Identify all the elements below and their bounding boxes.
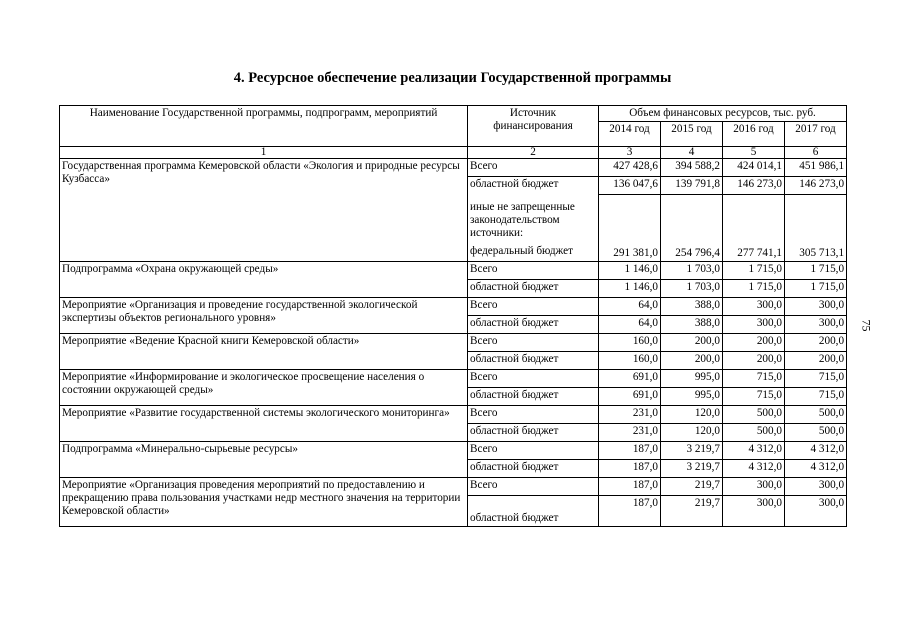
source-cell: областной бюджет [468, 387, 599, 405]
value-cell: 995,0 [661, 387, 723, 405]
value-cell: 200,0 [785, 333, 847, 351]
header-year: 2014 год [599, 122, 661, 147]
value-cell: 394 588,2 [661, 159, 723, 177]
value-cell: 4 312,0 [723, 441, 785, 459]
item-name: Мероприятие «Информирование и экологическое просвещение населения о состоянии окружающей среды» [60, 369, 468, 405]
value-cell: 1 715,0 [723, 261, 785, 279]
source-cell: иные не запрещенные законодательством источники: [468, 195, 599, 241]
header-year: 2016 год [723, 122, 785, 147]
value-cell: 451 986,1 [785, 159, 847, 177]
value-cell: 187,0 [599, 441, 661, 459]
value-cell: 231,0 [599, 423, 661, 441]
value-cell: 64,0 [599, 297, 661, 315]
column-number: 3 [599, 147, 661, 159]
value-cell: 1 703,0 [661, 279, 723, 297]
value-cell: 187,0 [599, 495, 661, 526]
value-cell: 500,0 [723, 405, 785, 423]
value-cell: 254 796,4 [661, 195, 723, 262]
value-cell: 219,7 [661, 495, 723, 526]
value-cell: 388,0 [661, 315, 723, 333]
value-cell: 300,0 [785, 297, 847, 315]
program-name: Государственная программа Кемеровской области «Экология и природные ресурсы Кузбасса» [60, 159, 468, 262]
value-cell: 187,0 [599, 459, 661, 477]
value-cell: 1 146,0 [599, 279, 661, 297]
value-cell: 200,0 [723, 351, 785, 369]
source-cell: областной бюджет [468, 459, 599, 477]
value-cell: 715,0 [723, 369, 785, 387]
value-cell: 995,0 [661, 369, 723, 387]
source-cell: областной бюджет [468, 177, 599, 195]
header-year: 2017 год [785, 122, 847, 147]
value-cell: 300,0 [723, 495, 785, 526]
column-number: 1 [60, 147, 468, 159]
item-name: Мероприятие «Развитие государственной системы экологического мониторинга» [60, 405, 468, 441]
source-cell: областной бюджет [468, 315, 599, 333]
value-cell: 300,0 [785, 495, 847, 526]
source-cell: Всего [468, 159, 599, 177]
value-cell: 715,0 [785, 369, 847, 387]
column-number: 6 [785, 147, 847, 159]
header-year: 2015 год [661, 122, 723, 147]
value-cell: 300,0 [785, 315, 847, 333]
value-cell: 136 047,6 [599, 177, 661, 195]
column-number: 2 [468, 147, 599, 159]
source-cell: областной бюджет [468, 351, 599, 369]
value-cell: 4 312,0 [785, 441, 847, 459]
page-number: 75 [859, 319, 874, 332]
source-cell: Всего [468, 297, 599, 315]
source-cell: Всего [468, 333, 599, 351]
value-cell: 388,0 [661, 297, 723, 315]
value-cell: 200,0 [723, 333, 785, 351]
value-cell: 120,0 [661, 423, 723, 441]
page-title: 4. Ресурсное обеспечение реализации Государственной программы [233, 70, 672, 86]
value-cell: 715,0 [785, 387, 847, 405]
value-cell: 160,0 [599, 351, 661, 369]
value-cell: 1 715,0 [723, 279, 785, 297]
value-cell: 146 273,0 [723, 177, 785, 195]
value-cell: 277 741,1 [723, 195, 785, 262]
resource-table [59, 105, 847, 527]
value-cell: 200,0 [661, 351, 723, 369]
value-cell: 305 713,1 [785, 195, 847, 262]
item-name: Мероприятие «Организация проведения мероприятий по предоставлению и прекращению права пользования участками недр местного значения на территории Кемеровской области» [60, 477, 468, 526]
value-cell: 300,0 [723, 297, 785, 315]
value-cell: 3 219,7 [661, 459, 723, 477]
value-cell: 4 312,0 [785, 459, 847, 477]
value-cell: 139 791,8 [661, 177, 723, 195]
source-cell: Всего [468, 477, 599, 495]
value-cell: 424 014,1 [723, 159, 785, 177]
value-cell: 64,0 [599, 315, 661, 333]
header-volume: Объем финансовых ресурсов, тыс. руб. [599, 106, 847, 122]
value-cell: 4 312,0 [723, 459, 785, 477]
value-cell: 291 381,0 [599, 195, 661, 262]
source-cell: Всего [468, 369, 599, 387]
value-cell: 1 715,0 [785, 261, 847, 279]
header-source: Источник финансирования [468, 106, 599, 147]
value-cell: 500,0 [723, 423, 785, 441]
source-cell: Всего [468, 405, 599, 423]
header-name: Наименование Государственной программы, подпрограмм, мероприятий [60, 106, 468, 147]
item-name: Мероприятие «Организация и проведение государственной экологической экспертизы объектов регионального уровня» [60, 297, 468, 333]
value-cell: 300,0 [785, 477, 847, 495]
value-cell: 200,0 [661, 333, 723, 351]
source-cell: федеральный бюджет [468, 241, 599, 262]
value-cell: 146 273,0 [785, 177, 847, 195]
column-number: 4 [661, 147, 723, 159]
source-cell: областной бюджет [468, 279, 599, 297]
value-cell: 300,0 [723, 315, 785, 333]
value-cell: 500,0 [785, 423, 847, 441]
value-cell: 219,7 [661, 477, 723, 495]
item-name: Мероприятие «Ведение Красной книги Кемеровской области» [60, 333, 468, 369]
item-name: Подпрограмма «Охрана окружающей среды» [60, 261, 468, 297]
value-cell: 691,0 [599, 387, 661, 405]
value-cell: 1 146,0 [599, 261, 661, 279]
value-cell: 1 703,0 [661, 261, 723, 279]
value-cell: 187,0 [599, 477, 661, 495]
value-cell: 691,0 [599, 369, 661, 387]
value-cell: 427 428,6 [599, 159, 661, 177]
value-cell: 231,0 [599, 405, 661, 423]
value-cell: 160,0 [599, 333, 661, 351]
value-cell: 1 715,0 [785, 279, 847, 297]
value-cell: 120,0 [661, 405, 723, 423]
source-cell: Всего [468, 441, 599, 459]
value-cell: 300,0 [723, 477, 785, 495]
value-cell: 715,0 [723, 387, 785, 405]
source-cell: областной бюджет [468, 423, 599, 441]
value-cell: 200,0 [785, 351, 847, 369]
value-cell: 3 219,7 [661, 441, 723, 459]
item-name: Подпрограмма «Минерально-сырьевые ресурсы» [60, 441, 468, 477]
source-cell: Всего [468, 261, 599, 279]
value-cell: 500,0 [785, 405, 847, 423]
source-cell: областной бюджет [468, 495, 599, 526]
column-number: 5 [723, 147, 785, 159]
